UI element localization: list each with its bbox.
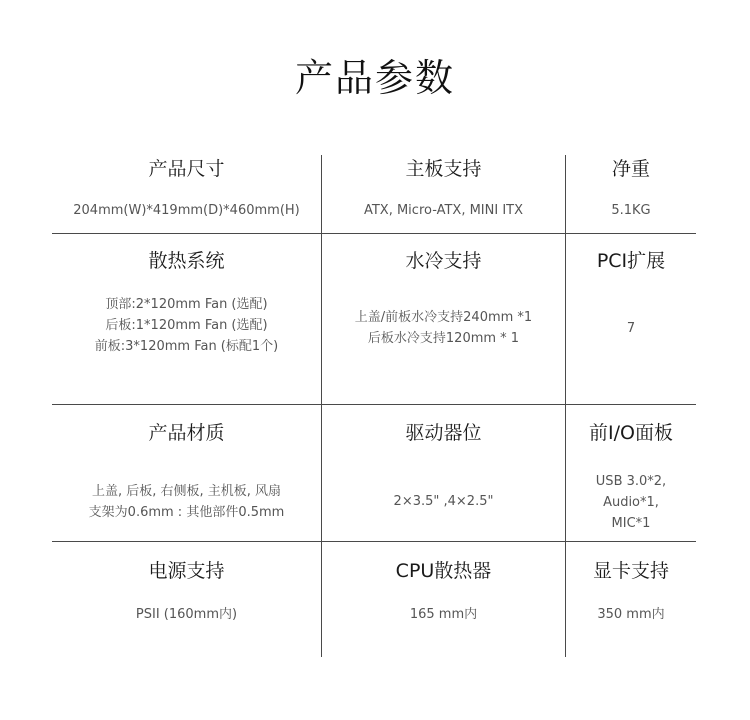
spec-cell-drive-bays <box>322 405 566 542</box>
spec-value-line: USB 3.0*2, <box>595 474 667 489</box>
spec-value-line: 前板:3*120mm Fan (标配1个) <box>94 339 279 354</box>
spec-value <box>322 604 565 625</box>
spec-cell-motherboard <box>322 155 566 234</box>
spec-label: CPU散热器 <box>395 560 492 582</box>
spec-label: 主板支持 <box>405 158 482 180</box>
spec-cell-cpu-cooler <box>322 542 566 657</box>
spec-label: 产品尺寸 <box>148 158 225 180</box>
spec-cell-gpu <box>566 542 696 657</box>
spec-value-line: ATX, Micro-ATX, MINI ITX <box>363 203 524 218</box>
page-title: 产品参数 <box>294 56 455 100</box>
spec-label: 前I/O面板 <box>589 422 673 444</box>
spec-value <box>52 200 321 221</box>
spec-value-line: 350 mm内 <box>597 607 665 622</box>
spec-value <box>566 318 696 339</box>
spec-cell-cooling <box>52 234 322 405</box>
spec-value <box>566 471 696 534</box>
spec-value-line: MIC*1 <box>611 516 651 531</box>
spec-value-line: Audio*1, <box>603 495 659 510</box>
spec-value-line: 后板水冷支持120mm * 1 <box>367 331 520 346</box>
spec-value-line: 7 <box>626 321 636 336</box>
spec-value-line: 支架为0.6mm : 其他部件0.5mm <box>88 505 285 520</box>
spec-label: 水冷支持 <box>405 250 482 272</box>
spec-value <box>566 604 696 625</box>
spec-cell-psu <box>52 542 322 657</box>
spec-value-line: 后板:1*120mm Fan (选配) <box>105 318 268 333</box>
spec-label: 产品材质 <box>148 422 225 444</box>
spec-cell-material <box>52 405 322 542</box>
spec-label: 散热系统 <box>148 250 225 272</box>
spec-value-line: 204mm(W)*419mm(D)*460mm(H) <box>73 203 300 218</box>
spec-value <box>322 200 565 221</box>
spec-value-line: 5.1KG <box>611 203 651 218</box>
spec-cell-weight <box>566 155 696 234</box>
spec-label: 净重 <box>611 158 650 180</box>
spec-value-line: 上盖/前板水冷支持240mm *1 <box>354 310 533 325</box>
spec-value-line: 上盖, 后板, 右侧板, 主机板, 风扇 <box>91 484 282 499</box>
spec-label: 电源支持 <box>148 560 225 582</box>
spec-table <box>52 155 696 657</box>
spec-value <box>52 604 321 625</box>
spec-value <box>566 200 696 221</box>
spec-value <box>322 307 565 349</box>
spec-value-line: PSII (160mm内) <box>135 607 238 622</box>
spec-label: 驱动器位 <box>405 422 482 444</box>
spec-cell-water-cooling <box>322 234 566 405</box>
spec-label: PCI扩展 <box>596 250 666 272</box>
spec-value <box>322 491 565 512</box>
spec-cell-size <box>52 155 322 234</box>
spec-value <box>52 294 321 357</box>
spec-value-line: 165 mm内 <box>409 607 478 622</box>
spec-label: 显卡支持 <box>592 560 669 582</box>
spec-value <box>52 481 321 523</box>
spec-cell-pci <box>566 234 696 405</box>
spec-value-line: 2×3.5" ,4×2.5" <box>393 494 494 509</box>
spec-cell-front-io <box>566 405 696 542</box>
spec-value-line: 顶部:2*120mm Fan (选配) <box>105 297 268 312</box>
